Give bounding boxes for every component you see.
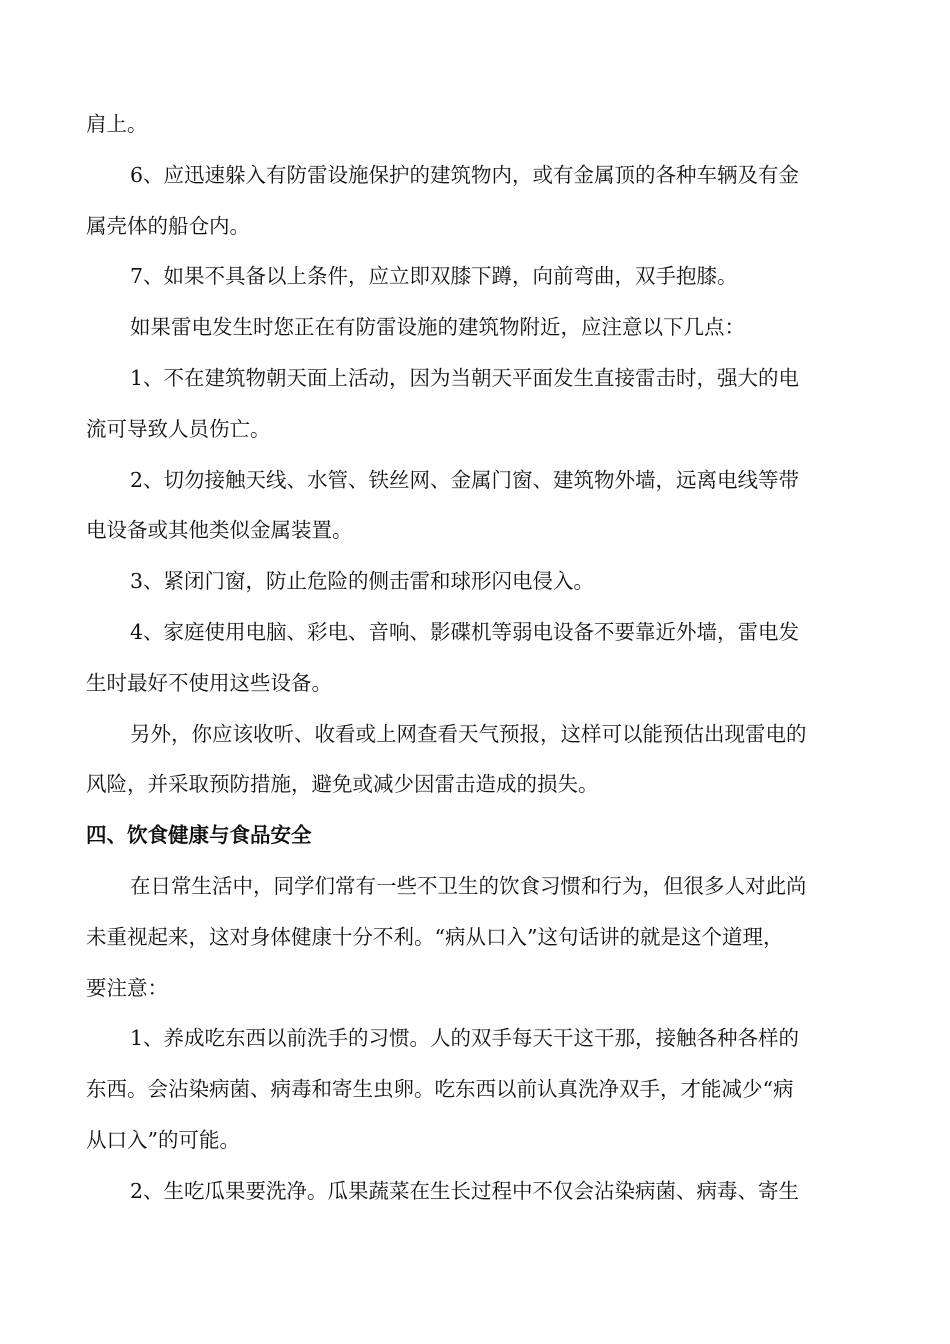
- section-heading: 四、饮食健康与食品安全: [86, 823, 312, 848]
- text-line: 如果雷电发生时您正在有防雷设施的建筑物附近，应注意以下几点：: [130, 315, 745, 340]
- text-line: 流可导致人员伤亡。: [86, 416, 271, 441]
- text-line: 从口入”的可能。: [86, 1127, 240, 1152]
- text-line: 未重视起来，这对身体健康十分不利。“病从口入”这句话讲的就是这个道理，: [86, 924, 784, 949]
- text-line: 风险，并采取预防措施，避免或减少因雷击造成的损失。: [86, 772, 599, 797]
- text-line: 另外，你应该收听、收看或上网查看天气预报，这样可以能预估出现雷电的: [130, 721, 807, 746]
- text-line: 3、紧闭门窗，防止危险的侧击雷和球形闪电侵入。: [130, 569, 595, 594]
- text-line: 在日常生活中，同学们常有一些不卫生的饮食习惯和行为，但很多人对此尚: [130, 873, 807, 898]
- text-line: 属壳体的船仓内。: [86, 213, 250, 238]
- text-line: 生时最好不使用这些设备。: [86, 670, 332, 695]
- text-line: 电设备或其他类似金属装置。: [86, 518, 353, 543]
- text-line: 4、家庭使用电脑、彩电、音响、影碟机等弱电设备不要靠近外墙，雷电发: [130, 619, 800, 644]
- text-line: 要注意：: [86, 975, 168, 1000]
- text-line: 肩上。: [86, 112, 148, 136]
- document-page: [86, 99, 876, 1217]
- text-line: 东西。会沾染病菌、病毒和寄生虫卵。吃东西以前认真洗净双手，才能减少“病: [86, 1077, 794, 1102]
- text-line: 1、不在建筑物朝天面上活动，因为当朝天平面发生直接雷击时，强大的电: [130, 365, 800, 390]
- text-line: 1、养成吃东西以前洗手的习惯。人的双手每天干这干那，接触各种各样的: [130, 1026, 800, 1051]
- text-line: 6、应迅速躲入有防雷设施保护的建筑物内，或有金属顶的各种车辆及有金: [130, 162, 800, 187]
- text-line: 7、如果不具备以上条件，应立即双膝下蹲，向前弯曲，双手抱膝。: [130, 264, 738, 289]
- text-line: 2、生吃瓜果要洗净。瓜果蔬菜在生长过程中不仅会沾染病菌、病毒、寄生: [130, 1178, 800, 1203]
- text-line: 2、切勿接触天线、水管、铁丝网、金属门窗、建筑物外墙，远离电线等带: [130, 467, 800, 492]
